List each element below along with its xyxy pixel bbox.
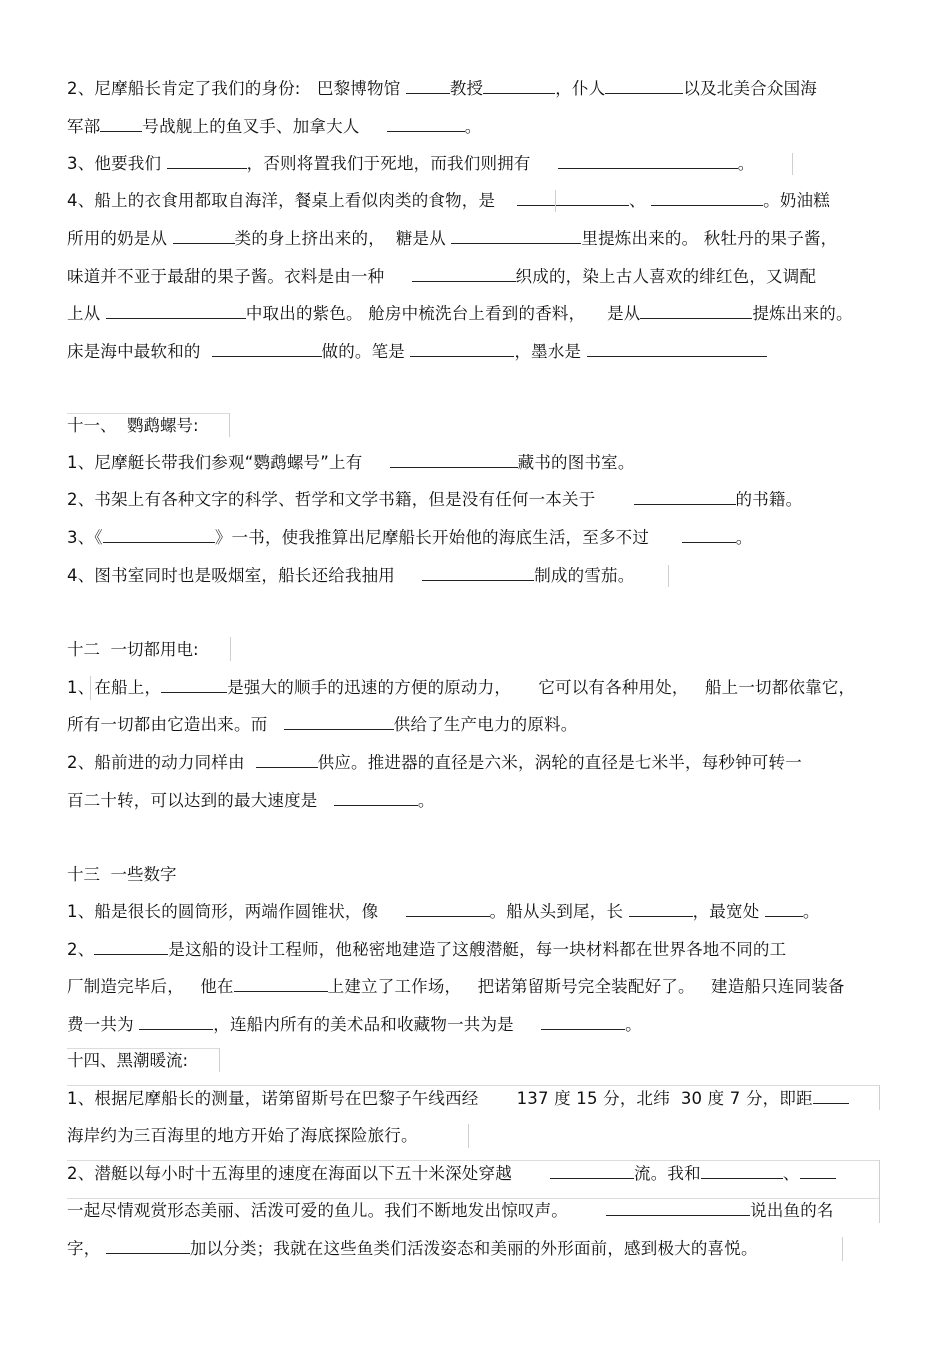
- text: 类的身上挤出来的， 糖是从: [234, 229, 446, 248]
- q12-2-line2: [67, 789, 435, 813]
- text: ，最宽处: [692, 902, 760, 921]
- text: 2、潜艇以每小时十五海里的速度在海面以下五十米深处穿越: [67, 1164, 512, 1183]
- text: 加以分类；我就在这些鱼类们活泼姿态和美丽的外形面前，感到极大的喜悦。: [189, 1239, 758, 1258]
- blank[interactable]: [634, 489, 736, 505]
- divider: [792, 153, 793, 175]
- text: 。船从头到尾，长: [489, 902, 624, 921]
- text: ，连船内所有的美术品和收藏物一共为是: [213, 1015, 514, 1034]
- text: 海岸约为三百海里的地方开始了海底探险旅行。: [67, 1126, 418, 1145]
- blank[interactable]: [517, 190, 629, 206]
- text: 味道并不亚于最甜的果子酱。衣料是由一种: [67, 267, 385, 286]
- q14-1-line1: [67, 1087, 849, 1111]
- text: 厂制造完毕后， 他在: [67, 977, 234, 996]
- blank[interactable]: [390, 452, 518, 468]
- text: 2、: [67, 940, 95, 959]
- blank[interactable]: [605, 78, 683, 94]
- text: 。奶油糕: [763, 191, 830, 210]
- q11-1-line: [67, 451, 635, 475]
- text: 中取出的紫色。 舱房中梳洗台上看到的香料， 是从: [245, 304, 641, 323]
- text: 4、船上的衣食用都取自海洋，餐桌上看似肉类的食物，是: [67, 191, 496, 210]
- text: ，否则将置我们于死地，而我们则拥有: [246, 154, 531, 173]
- q12-1-line2: [67, 713, 577, 737]
- blank[interactable]: [167, 153, 247, 169]
- text: 床是海中最软和的: [67, 342, 201, 361]
- divider: [67, 1198, 879, 1199]
- text: 供应。推进器的直径是六米，涡轮的直径是七米半，每秒钟可转一: [317, 753, 802, 772]
- text: 3、他要我们: [67, 154, 162, 173]
- blank[interactable]: [406, 78, 450, 94]
- text: 是这船的设计工程师，他秘密地建造了这艘潜艇，每一块材料都在世界各地不同的工: [168, 940, 787, 959]
- blank[interactable]: [765, 901, 803, 917]
- section-heading-12: 十二 一切都用电:: [67, 640, 199, 659]
- q13-2-line2: [67, 975, 845, 999]
- text: 3、《: [67, 528, 103, 547]
- blank[interactable]: [483, 78, 555, 94]
- blank[interactable]: [682, 527, 736, 543]
- text: 费一共为: [67, 1015, 134, 1034]
- divider: [67, 413, 229, 414]
- text: 是强大的顺手的迅速的方便的原动力， 它可以有各种用处， 船上一切都依靠它，: [227, 678, 856, 697]
- q10-2-line1: [67, 77, 817, 101]
- q14-2-line3: [67, 1237, 758, 1261]
- q11-4-line: [67, 564, 634, 588]
- q10-2-line2: [67, 115, 481, 139]
- text: 。: [802, 902, 820, 921]
- text: 号战舰上的鱼叉手、加拿大人: [142, 117, 360, 136]
- divider: [90, 676, 91, 700]
- q11-3-line: [67, 526, 752, 550]
- section-heading-13: 十三 一些数字: [67, 865, 177, 884]
- blank[interactable]: [161, 677, 227, 693]
- text: 、: [628, 191, 646, 210]
- q12-1-line1: [67, 676, 855, 700]
- divider: [879, 1085, 880, 1110]
- text: 2、书架上有各种文字的科学、哲学和文学书籍，但是没有任何一本关于: [67, 490, 596, 509]
- text: 制成的雪茄。: [534, 566, 635, 585]
- q13-1-line: [67, 900, 820, 924]
- blank[interactable]: [106, 1238, 190, 1254]
- q12-2-line1: [67, 751, 802, 775]
- divider: [219, 1048, 220, 1072]
- text: 1、在船上，: [67, 678, 162, 697]
- blank[interactable]: [701, 1163, 783, 1179]
- divider: [67, 1160, 879, 1161]
- blank[interactable]: [256, 752, 318, 768]
- text: 流。我和: [634, 1164, 701, 1183]
- blank[interactable]: [550, 1163, 634, 1179]
- section-heading-11: 十一、 鹦鹉螺号:: [67, 416, 199, 435]
- text: 1、根据尼摩船长的测量，诺第留斯号在巴黎子午线西经 137 度 15 分，北纬 30 度 7 分，即距: [67, 1089, 813, 1108]
- text: 所有一切都由它造出来。而: [67, 715, 268, 734]
- blank[interactable]: [640, 303, 752, 319]
- text: 百二十转，可以达到的最大速度是: [67, 791, 318, 810]
- blank[interactable]: [212, 341, 322, 357]
- blank[interactable]: [606, 1200, 750, 1216]
- blank[interactable]: [387, 116, 465, 132]
- text: 字，: [67, 1239, 101, 1258]
- blank[interactable]: [587, 341, 767, 357]
- blank[interactable]: [813, 1088, 849, 1104]
- text: ，墨水是: [514, 342, 582, 361]
- q10-4-line5: [67, 340, 767, 364]
- q11-2-line: [67, 488, 802, 512]
- text: 的书籍。: [735, 490, 803, 509]
- blank[interactable]: [284, 714, 394, 730]
- text: 1、船是很长的圆筒形，两端作圆锥状，像: [67, 902, 379, 921]
- divider: [230, 637, 231, 661]
- q10-3-line: [67, 152, 755, 176]
- blank[interactable]: [94, 939, 168, 955]
- text: 所用的奶是从: [67, 229, 168, 248]
- text: 。: [735, 528, 753, 547]
- text: 供给了生产电力的原料。: [393, 715, 578, 734]
- text: 以及北美合众国海: [683, 79, 817, 98]
- text: 》一书，使我推算出尼摩船长开始他的海底生活，至多不过: [214, 528, 650, 547]
- section-heading-14: 十四、黑潮暖流:: [67, 1051, 189, 1070]
- text: 做的。笔是: [321, 342, 405, 361]
- q13-2-line3: [67, 1013, 642, 1037]
- blank[interactable]: [234, 976, 328, 992]
- q10-4-line4: [67, 302, 853, 326]
- divider: [468, 1124, 469, 1148]
- text: 。: [625, 1015, 642, 1034]
- blank[interactable]: [800, 1163, 836, 1179]
- blank[interactable]: [173, 228, 235, 244]
- text: 。: [464, 117, 482, 136]
- divider: [67, 1048, 219, 1049]
- text: 4、图书室同时也是吸烟室，船长还给我抽用: [67, 566, 395, 585]
- divider: [842, 1237, 843, 1261]
- text: 教授: [449, 79, 484, 98]
- blank[interactable]: [410, 341, 514, 357]
- blank[interactable]: [651, 190, 763, 206]
- blank[interactable]: [103, 527, 215, 543]
- blank[interactable]: [100, 116, 142, 132]
- text: 2、尼摩船长肯定了我们的身份: 巴黎博物馆: [67, 79, 401, 98]
- blank[interactable]: [629, 901, 693, 917]
- q10-4-line2: [67, 227, 837, 251]
- text: 上建立了工作场， 把诺第留斯号完全装配好了。 建造船只连同装备: [327, 977, 845, 996]
- divider: [668, 565, 669, 587]
- text: 提炼出来的。: [752, 304, 853, 323]
- text: 上从: [67, 304, 101, 323]
- text: 2、船前进的动力同样由: [67, 753, 245, 772]
- text: 。: [737, 154, 755, 173]
- divider: [229, 413, 230, 437]
- text: 。: [417, 791, 435, 810]
- blank[interactable]: [106, 303, 246, 319]
- divider: [67, 1085, 879, 1086]
- text: 里提炼出来的。 秋牡丹的果子酱，: [581, 229, 838, 248]
- text: 军部: [67, 117, 101, 136]
- q14-1-line2: [67, 1124, 418, 1148]
- divider: [879, 1160, 880, 1223]
- blank[interactable]: [406, 901, 490, 917]
- blank[interactable]: [558, 153, 738, 169]
- text: 一起尽情观赏形态美丽、活泼可爱的鱼儿。我们不断地发出惊叹声。: [67, 1201, 568, 1220]
- q10-4-line3: [67, 265, 816, 289]
- blank[interactable]: [412, 266, 516, 282]
- q10-4-line1: [67, 189, 830, 213]
- divider: [555, 190, 556, 212]
- text: 织成的，染上古人喜欢的绯红色，又调配: [515, 267, 817, 286]
- blank[interactable]: [334, 790, 418, 806]
- text: 1、尼摩艇长带我们参观“鹦鹉螺号”上有: [67, 453, 363, 472]
- blank[interactable]: [139, 1014, 213, 1030]
- blank[interactable]: [422, 565, 534, 581]
- q14-2-line1: [67, 1162, 836, 1186]
- blank[interactable]: [451, 228, 581, 244]
- q13-2-line1: [67, 938, 786, 962]
- text: 、: [782, 1164, 800, 1183]
- text: 藏书的图书室。: [517, 453, 635, 472]
- blank[interactable]: [541, 1014, 625, 1030]
- q14-2-line2: [67, 1199, 834, 1223]
- text: 说出鱼的名: [750, 1201, 834, 1220]
- text: ，仆人: [555, 79, 606, 98]
